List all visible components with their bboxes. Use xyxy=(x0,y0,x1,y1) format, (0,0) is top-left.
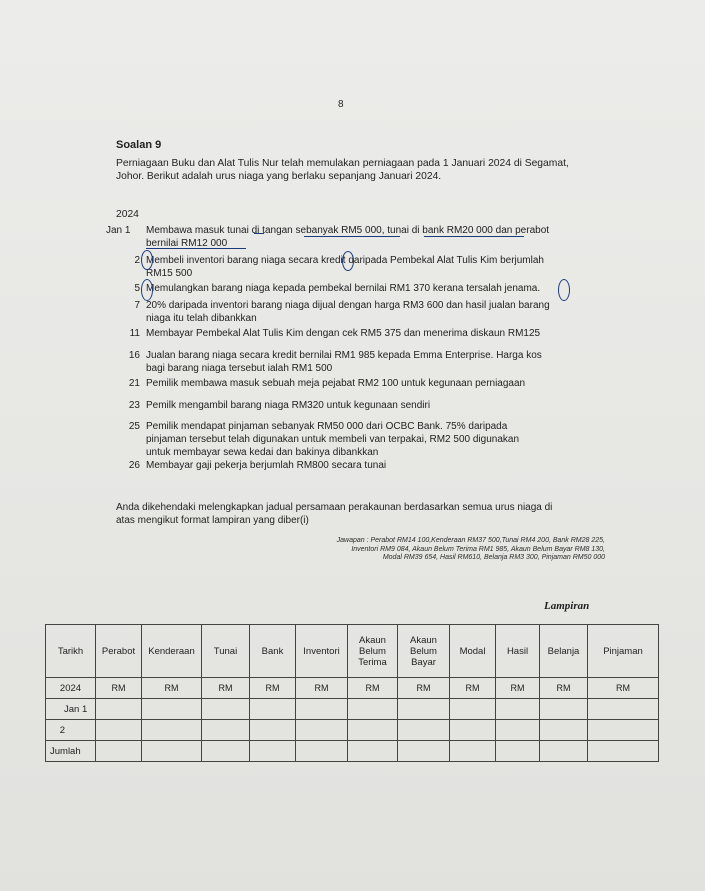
accounting-equation-table xyxy=(45,624,659,762)
col-header: Hasil xyxy=(496,625,540,678)
transaction-16 xyxy=(106,350,666,378)
col-header: Tunai xyxy=(202,625,250,678)
col-header: Modal xyxy=(450,625,496,678)
transaction-11 xyxy=(106,328,666,344)
table-cell[interactable] xyxy=(540,720,588,741)
year-label: 2024 xyxy=(116,209,139,220)
transaction-21 xyxy=(106,378,666,394)
transaction-text: Memulangkan barang niaga kepada pembekal bernilai RM1 370 kerana tersalah jenama. xyxy=(146,283,541,294)
row-label: 2 xyxy=(46,720,96,741)
col-header: Inventori xyxy=(296,625,348,678)
transaction-text: Pemilik mendapat pinjaman sebanyak RM50 000 dari OCBC Bank. 75% daripada xyxy=(146,421,508,432)
pen-underline xyxy=(146,248,246,249)
table-cell[interactable] xyxy=(398,741,450,762)
table-cell[interactable] xyxy=(348,699,398,720)
table-cell[interactable] xyxy=(450,720,496,741)
table-cell[interactable] xyxy=(142,699,202,720)
transaction-23 xyxy=(106,400,666,416)
transaction-jan-1 xyxy=(106,225,666,255)
table-cell[interactable] xyxy=(296,741,348,762)
pen-bracket xyxy=(558,279,570,301)
pen-underline xyxy=(254,233,264,234)
transaction-date: 16 xyxy=(128,350,140,361)
row-label: Jan 1 xyxy=(46,699,96,720)
table-cell[interactable] xyxy=(398,720,450,741)
unit-cell: RM xyxy=(588,678,659,699)
question-title: Soalan 9 xyxy=(116,139,162,151)
table-cell[interactable] xyxy=(142,741,202,762)
transaction-text: bernilai RM12 000 xyxy=(146,238,228,249)
col-header: Kenderaan xyxy=(142,625,202,678)
intro-line-1: Perniagaan Buku dan Alat Tulis Nur telah memulakan perniagaan pada 1 Januari 2024 di Segamat, xyxy=(116,158,569,169)
table-cell[interactable] xyxy=(250,699,296,720)
transaction-text: Membeli inventori barang niaga secara kredit daripada Pembekal Alat Tulis Kim berjumlah xyxy=(146,255,544,266)
transaction-text: pinjaman tersebut telah digunakan untuk membeli van terpakai, RM2 500 digunakan xyxy=(146,434,520,445)
unit-cell: RM xyxy=(450,678,496,699)
table-cell[interactable] xyxy=(588,720,659,741)
instruction-line-1: Anda dikehendaki melengkapkan jadual persamaan perakaunan berdasarkan semua urus niaga di xyxy=(116,502,553,513)
transaction-text: Pemilik membawa masuk sebuah meja pejabat RM2 100 untuk kegunaan perniagaan xyxy=(146,378,526,389)
unit-cell: RM xyxy=(202,678,250,699)
table-cell[interactable] xyxy=(348,741,398,762)
pen-bracket xyxy=(141,279,153,301)
table-cell[interactable] xyxy=(398,699,450,720)
transaction-date: 25 xyxy=(128,421,140,432)
table-cell[interactable] xyxy=(540,741,588,762)
table-cell[interactable] xyxy=(496,699,540,720)
table-cell[interactable] xyxy=(96,699,142,720)
table-row xyxy=(46,741,659,762)
appendix-label: Lampiran xyxy=(544,600,590,612)
unit-cell: RM xyxy=(142,678,202,699)
transaction-text: Pemilk mengambil barang niaga RM320 untuk kegunaan sendiri xyxy=(146,400,431,411)
col-header: Akaun Belum Bayar xyxy=(398,625,450,678)
unit-cell: RM xyxy=(96,678,142,699)
row-label: Jumlah xyxy=(46,741,96,762)
transaction-date: 5 xyxy=(134,283,140,294)
pen-bracket xyxy=(342,251,354,271)
table-cell[interactable] xyxy=(96,741,142,762)
instruction-line-2: atas mengikut format lampiran yang diber(i) xyxy=(116,515,309,526)
transaction-date: 21 xyxy=(128,378,140,389)
transaction-text: Membayar gaji pekerja berjumlah RM800 secara tunai xyxy=(146,460,387,471)
transaction-date: 7 xyxy=(134,300,140,311)
col-header: Pinjaman xyxy=(588,625,659,678)
transaction-date: 26 xyxy=(128,460,140,471)
table-row xyxy=(46,720,659,741)
table-cell[interactable] xyxy=(96,720,142,741)
table-header-row xyxy=(46,625,659,678)
table-cell[interactable] xyxy=(450,699,496,720)
table-cell[interactable] xyxy=(142,720,202,741)
transaction-text: 20% daripada inventori barang niaga dijual dengan harga RM3 600 dan hasil jualan barang xyxy=(146,300,550,311)
transaction-date: 23 xyxy=(128,400,140,411)
transaction-text: Membayar Pembekal Alat Tulis Kim dengan cek RM5 375 dan menerima diskaun RM125 xyxy=(146,328,541,339)
transaction-text: bagi barang niaga tersebut ialah RM1 500 xyxy=(146,363,333,374)
page-number: 8 xyxy=(338,99,344,110)
answer-note-line-1: Jawapan : Perabot RM14 100,Kenderaan RM37 500,Tunai RM4 200, Bank RM28 225, xyxy=(336,537,605,544)
unit-cell: RM xyxy=(398,678,450,699)
table-cell[interactable] xyxy=(250,720,296,741)
table-unit-row xyxy=(46,678,659,699)
year-cell: 2024 xyxy=(46,678,96,699)
table-row xyxy=(46,699,659,720)
table-cell[interactable] xyxy=(202,699,250,720)
pen-underline xyxy=(424,236,524,237)
transaction-text: Membawa masuk tunai di tangan sebanyak RM5 000, tunai di bank RM20 000 dan perabot xyxy=(146,225,550,236)
table-cell[interactable] xyxy=(202,720,250,741)
transaction-25 xyxy=(106,421,666,461)
table-cell[interactable] xyxy=(450,741,496,762)
table-cell[interactable] xyxy=(296,699,348,720)
unit-cell: RM xyxy=(348,678,398,699)
transaction-5 xyxy=(106,283,666,299)
col-header: Tarikh xyxy=(46,625,96,678)
transaction-text: untuk membayar sewa kedai dan bakinya dibankkan xyxy=(146,447,379,458)
answer-note-line-2: Inventori RM9 084, Akaun Belum Terima RM1 985, Akaun Belum Bayar RM8 130, xyxy=(351,545,605,553)
col-header: Akaun Belum Terima xyxy=(348,625,398,678)
table-cell[interactable] xyxy=(540,699,588,720)
table-cell[interactable] xyxy=(496,741,540,762)
transaction-date: Jan 1 xyxy=(106,225,131,236)
pen-underline xyxy=(304,236,400,237)
transaction-7 xyxy=(106,300,666,328)
col-header: Belanja xyxy=(540,625,588,678)
table-cell[interactable] xyxy=(496,720,540,741)
transaction-text: Jualan barang niaga secara kredit bernilai RM1 985 kepada Emma Enterprise. Harga kos xyxy=(146,350,542,361)
transaction-text: RM15 500 xyxy=(146,268,193,279)
table-cell[interactable] xyxy=(588,741,659,762)
table-cell[interactable] xyxy=(588,699,659,720)
table-cell[interactable] xyxy=(296,720,348,741)
transaction-text: niaga itu telah dibankkan xyxy=(146,313,257,324)
unit-cell: RM xyxy=(250,678,296,699)
transaction-date: 11 xyxy=(129,328,140,339)
transaction-2 xyxy=(106,255,666,283)
unit-cell: RM xyxy=(296,678,348,699)
answer-note-line-3: Modal RM39 654, Hasil RM610, Belanja RM3 300, Pinjaman RM50 000 xyxy=(382,554,605,562)
intro-line-2: Johor. Berikut adalah urus niaga yang berlaku sepanjang Januari 2024. xyxy=(116,171,442,182)
pen-bracket xyxy=(141,250,153,270)
unit-cell: RM xyxy=(540,678,588,699)
table-cell[interactable] xyxy=(348,720,398,741)
table-cell[interactable] xyxy=(250,741,296,762)
transaction-date: 2 xyxy=(134,255,140,266)
table-cell[interactable] xyxy=(202,741,250,762)
col-header: Perabot xyxy=(96,625,142,678)
unit-cell: RM xyxy=(496,678,540,699)
col-header: Bank xyxy=(250,625,296,678)
transaction-26 xyxy=(106,460,666,476)
